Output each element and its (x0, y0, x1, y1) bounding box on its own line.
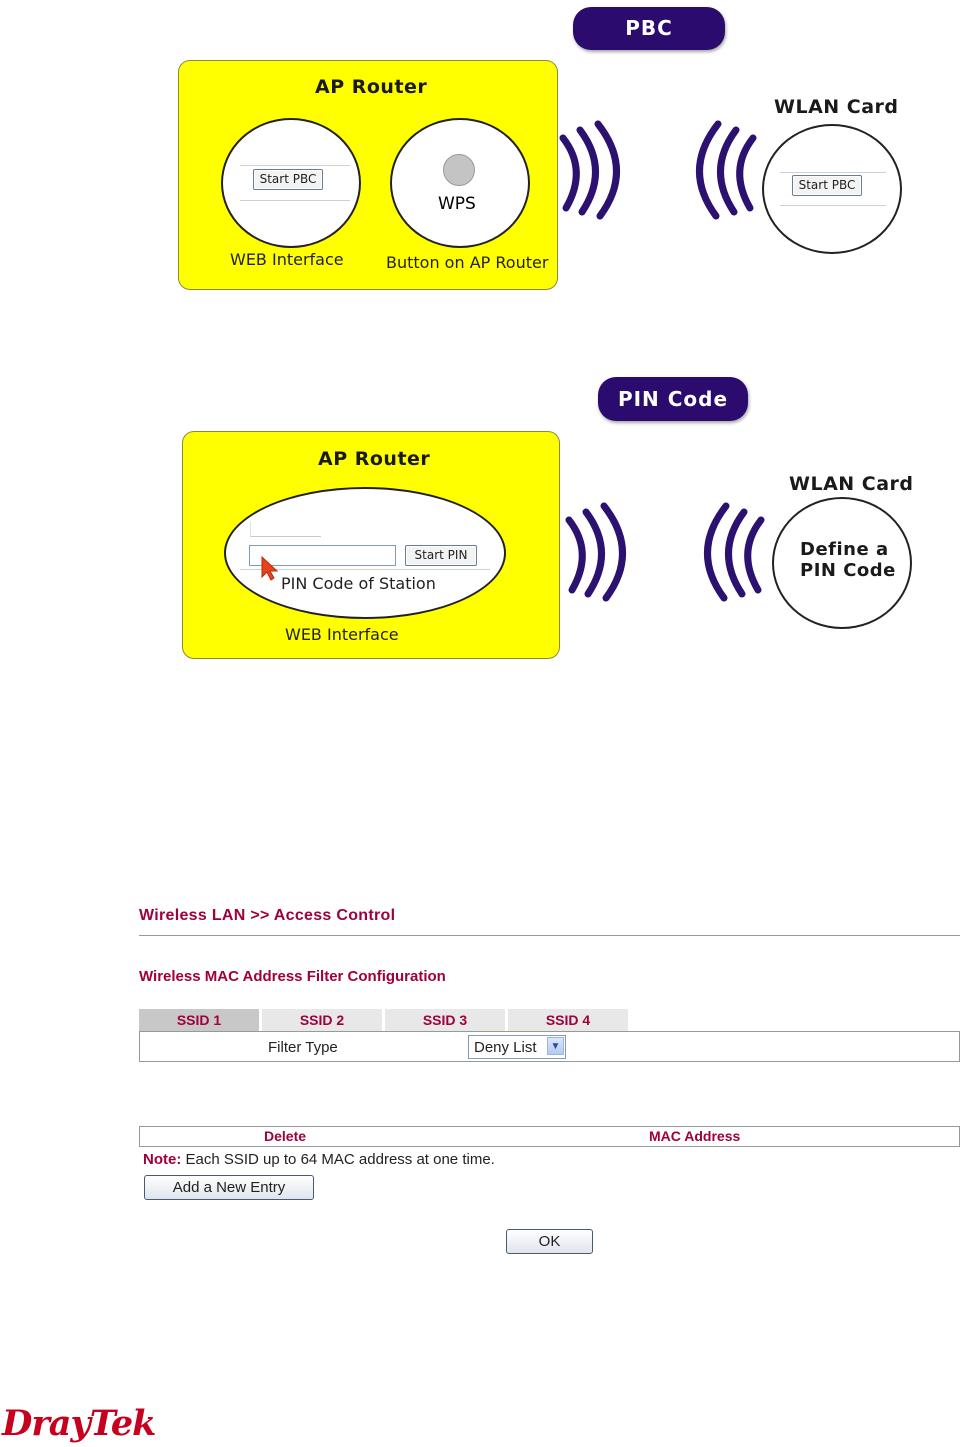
wlan-start-pbc-button: Start PBC (792, 175, 862, 196)
wps-button-icon (443, 154, 475, 186)
define-pin-line2: PIN Code (800, 560, 896, 581)
filter-type-select[interactable] (468, 1035, 566, 1059)
col-mac-address-header: MAC Address (649, 1128, 741, 1144)
cursor-arrow-icon (260, 555, 280, 581)
tab-ssid-1[interactable]: SSID 1 (139, 1009, 259, 1031)
page-breadcrumb: Wireless LAN >> Access Control (139, 907, 396, 924)
title-divider (139, 935, 960, 936)
tab-ssid-2[interactable]: SSID 2 (262, 1009, 382, 1031)
define-pin-line1: Define a (800, 539, 889, 560)
filter-type-label: Filter Type (268, 1039, 338, 1056)
pin-code-pill: PIN Code (598, 377, 748, 421)
add-new-entry-button[interactable]: Add a New Entry (144, 1175, 314, 1200)
pbc-waves-left-icon (558, 120, 638, 220)
pbc-start-pbc-button: Start PBC (253, 169, 323, 190)
col-delete-header: Delete (264, 1128, 307, 1144)
section-title: Wireless MAC Address Filter Configuration (139, 968, 446, 985)
mac-table-header (139, 1126, 960, 1147)
chevron-down-icon[interactable]: ▼ (547, 1037, 564, 1055)
tab-ssid-4[interactable]: SSID 4 (508, 1009, 628, 1031)
pbc-wlan-card-title: WLAN Card (774, 96, 899, 118)
pin-wlan-card-title: WLAN Card (789, 473, 914, 495)
ok-button[interactable]: OK (506, 1229, 593, 1254)
wps-label: WPS (438, 194, 476, 214)
pin-code-of-station-label: PIN Code of Station (281, 574, 436, 593)
pin-web-interface-label: WEB Interface (285, 625, 399, 644)
pbc-pill: PBC (573, 7, 725, 50)
draytek-logo: DrayTek (2, 1403, 156, 1444)
pin-ap-router-title: AP Router (318, 448, 431, 470)
pin-waves-right-icon (684, 502, 768, 602)
note-text: Each SSID up to 64 MAC address at one time. (185, 1151, 495, 1168)
note-label: Note: (143, 1151, 182, 1168)
tab-ssid-3[interactable]: SSID 3 (385, 1009, 505, 1031)
filter-type-value: Deny List (474, 1039, 537, 1056)
pbc-ap-router-title: AP Router (315, 76, 428, 98)
pin-waves-left-icon (564, 502, 644, 602)
start-pin-button: Start PIN (405, 545, 477, 566)
pbc-button-on-router-label: Button on AP Router (386, 253, 549, 272)
pbc-waves-right-icon (676, 120, 760, 220)
pbc-web-interface-label: WEB Interface (230, 250, 344, 269)
note (143, 1151, 495, 1168)
